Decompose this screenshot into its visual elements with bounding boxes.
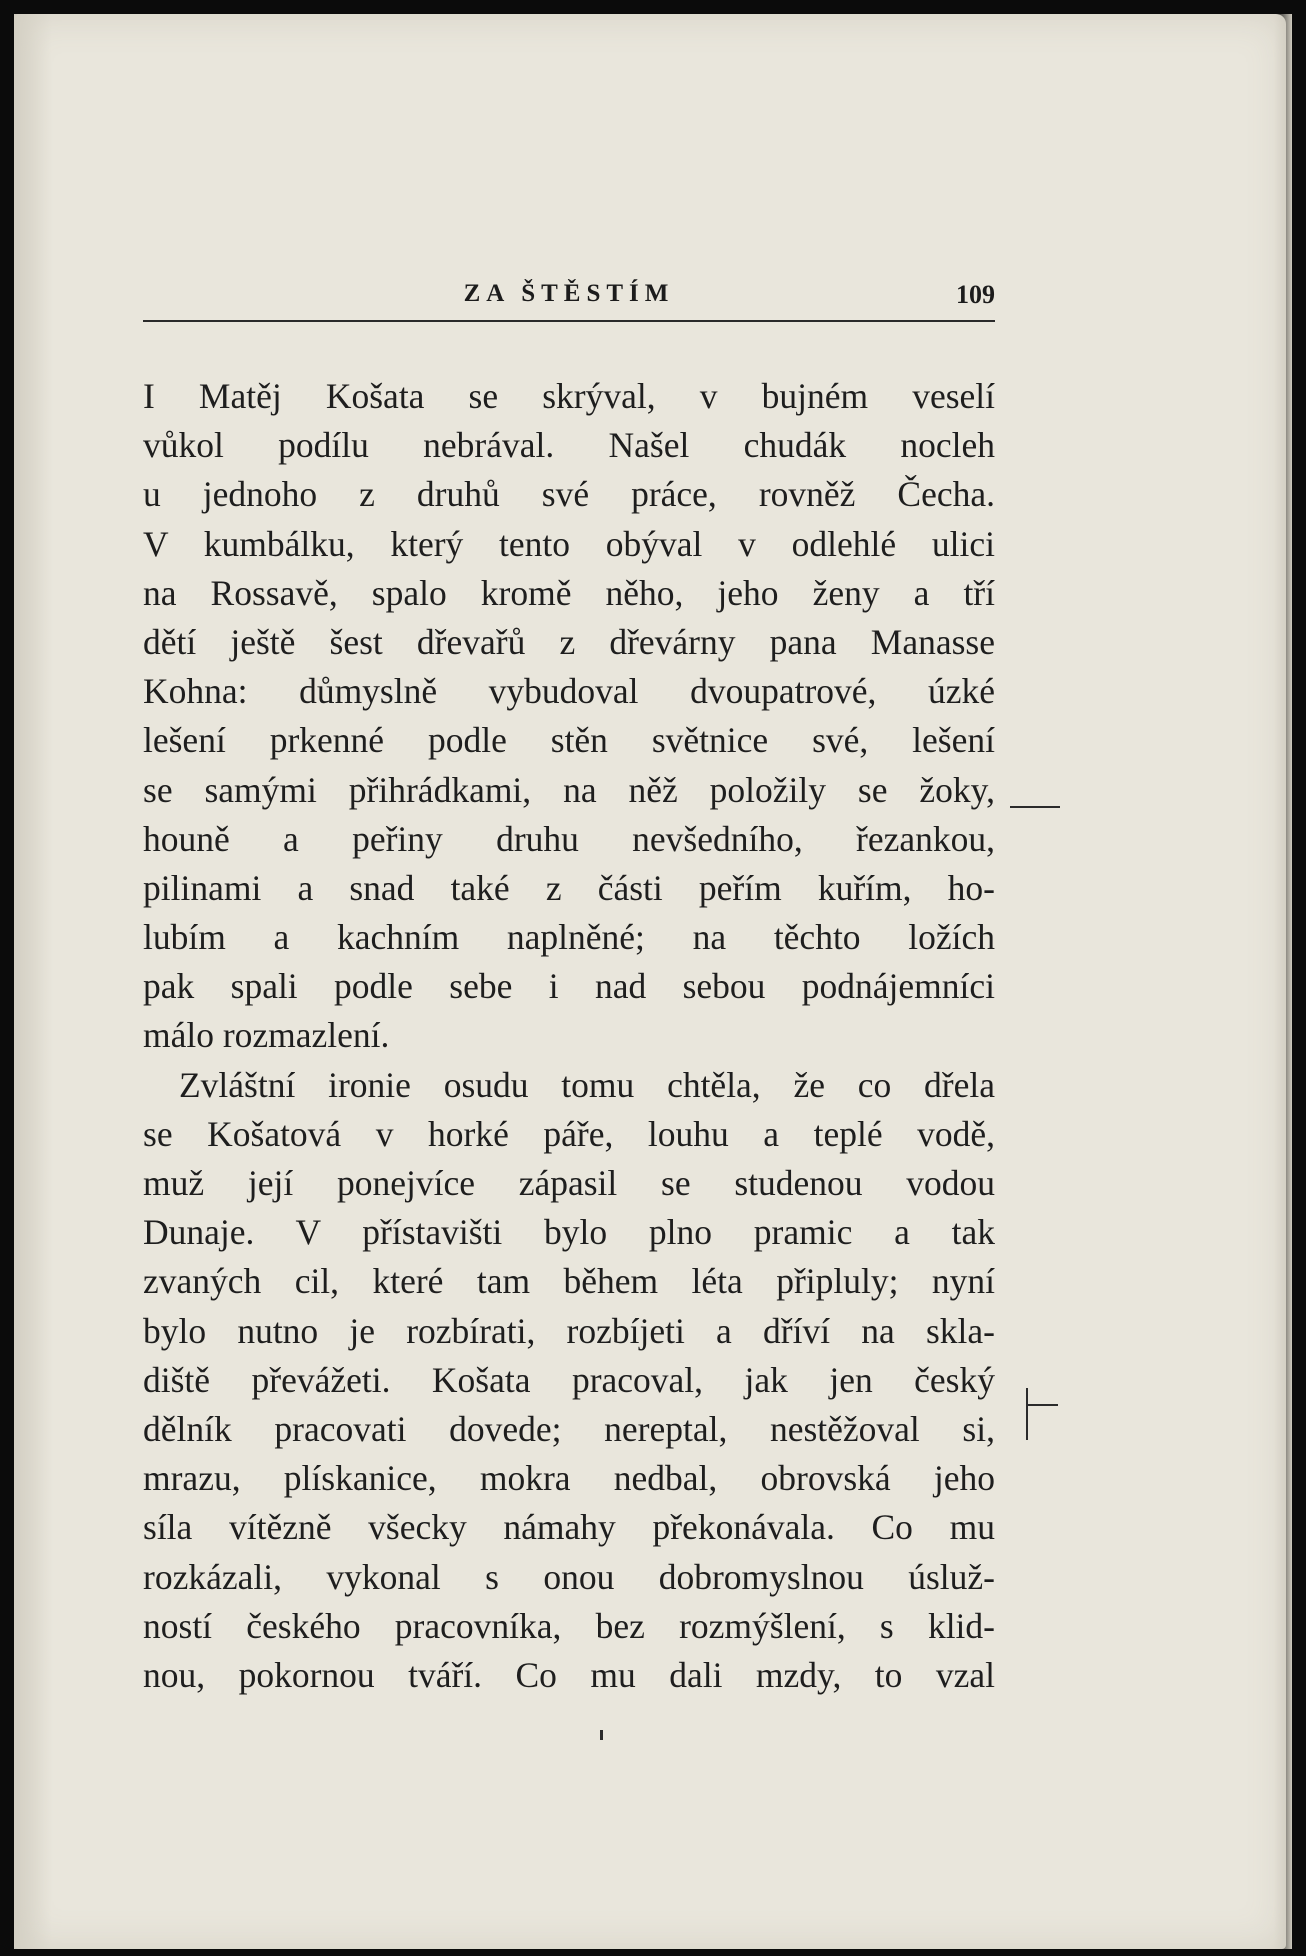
scan-mark [1026,1388,1028,1440]
text-line: pilinami a snad také z části peřím kuřím, ho- [143,867,995,908]
text-line: na Rossavě, spalo kromě něho, jeho ženy a tří [143,572,995,613]
text-line: u jednoho z druhů své práce, rovněž Čecha. [143,474,995,515]
body-text [143,372,995,1700]
gutter-shadow [14,14,52,1949]
text-line: vůkol podílu nebrával. Našel chudák nocleh [143,425,995,466]
text-line: bylo nutno je rozbírati, rozbíjeti a dříví na skla- [143,1310,995,1351]
text-line: dělník pracovati dovede; nereptal, nestěžoval si, [143,1408,995,1449]
scan-mark [600,1730,603,1740]
page-edge-shadow [1274,14,1292,1949]
text-line: nou, pokornou tváří. Co mu dali mzdy, to vzal [143,1654,995,1695]
text-line: síla vítězně všecky námahy překonávala. Co mu [143,1507,995,1548]
text-line: houně a peřiny druhu nevšedního, řezankou, [143,818,995,859]
scan-mark [1010,806,1060,808]
text-line: Dunaje. V přístavišti bylo plno pramic a tak [143,1212,995,1253]
scan-mark [1028,1404,1058,1406]
text-line: zvaných cil, které tam během léta připluly; nyní [143,1261,995,1302]
text-line: lešení prkenné podle stěn světnice své, lešení [143,720,995,761]
text-line: dětí ještě šest dřevařů z dřevárny pana Manasse [143,621,995,662]
text-line: se samými přihrádkami, na něž položily se žoky, [143,769,995,810]
text-line: se Košatová v horké páře, louhu a teplé vodě, [143,1113,995,1154]
text-line: pak spali podle sebe i nad sebou podnájemníci [143,966,995,1007]
text-line: V kumbálku, který tento obýval v odlehlé ulici [143,523,995,564]
text-line: ností českého pracovníka, bez rozmýšlení, s klid- [143,1605,995,1646]
text-line: mrazu, plískanice, mokra nedbal, obrovská jeho [143,1458,995,1499]
text-line: diště převážeti. Košata pracoval, jak jen český [143,1359,995,1400]
paragraph-end-line: málo rozmazlení. [143,1015,390,1056]
running-head [143,276,995,322]
text-line: I Matěj Košata se skrýval, v bujném veselí [143,376,995,416]
text-line: Kohna: důmyslně vybudoval dvoupatrové, úzké [143,671,995,712]
text-line: muž její ponejvíce zápasil se studenou vodou [143,1163,995,1203]
running-title: ZA ŠTĚSTÍM [463,280,675,307]
page-number: 109 [956,280,995,309]
text-line: lubím a kachním naplněné; na těchto ložích [143,917,995,958]
paragraph-start-line: Zvláštní ironie osudu tomu chtěla, že co dřela [179,1064,995,1105]
text-line: rozkázali, vykonal s onou dobromyslnou úsluž- [143,1556,995,1597]
